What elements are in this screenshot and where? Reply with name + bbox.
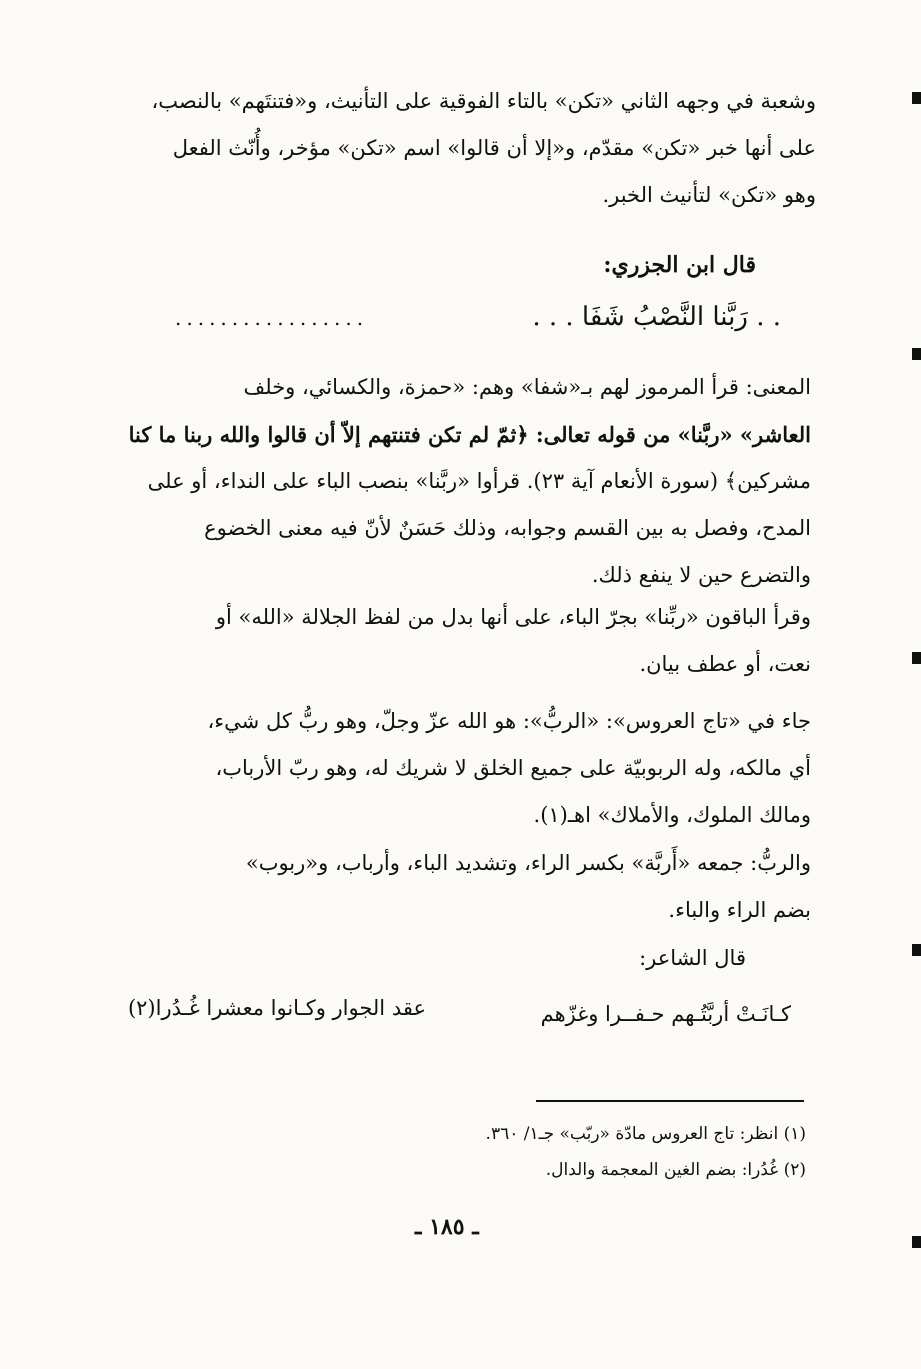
paragraph-taj-alarus: [111, 698, 811, 839]
margin-mark: [912, 1236, 921, 1248]
margin-mark: [912, 348, 921, 360]
text-line: المدح، وفصل به بين القسم وجوابه، وذلك حَسَنٌ لأنّ فيه معنى الخضوع: [204, 516, 811, 540]
margin-mark: [912, 652, 921, 664]
footnote-2: (٢) غُدُرا: بضم الغين المعجمة والدال.: [545, 1160, 806, 1180]
footnote-separator: [536, 1100, 804, 1102]
page-number: ـ ١٨٥ ـ: [415, 1214, 479, 1240]
paragraph-plural: [111, 840, 811, 934]
poem-first-hemistich: كـانَـتْ أربَّتُـهم حـفــرا وغزّهم: [540, 1002, 791, 1026]
text-line: والربُّ: جمعه «أَربَّة» بكسر الراء، وتشديد الباء، وأرباب، و«ربوب»: [245, 851, 811, 875]
footnote-1: (١) انظر: تاج العروس مادّة «ربّب» جـ١/ ٣٦٠.: [485, 1124, 806, 1144]
text-line: وهو «تكن» لتأنيث الخبر.: [602, 183, 816, 207]
section-heading: قال ابن الجزري:: [603, 252, 756, 278]
text-line: نعت، أو عطف بيان.: [639, 652, 811, 676]
text-line: مشركين﴾ (سورة الأنعام آية ٢٣). قرأوا «ربَّنا» بنصب الباء على النداء، أو على: [147, 469, 811, 493]
paragraph-intro: [106, 78, 816, 219]
text-line: أي مالكه، وله الربوبيّة على جميع الخلق لا شريك له، وهو ربّ الأرباب،: [215, 756, 811, 780]
margin-mark: [912, 92, 921, 104]
text-line: والتضرع حين لا ينفع ذلك.: [591, 563, 811, 587]
text-line: ومالك الملوك، والأملاك» اهـ(١).: [533, 803, 811, 827]
text-line: وشعبة في وجهه الثاني «تكن» بالتاء الفوقية على التأنيث، و«فتنتَهم» بالنصب،: [151, 89, 816, 113]
margin-mark: [912, 944, 921, 956]
paragraph-meaning: [111, 364, 811, 599]
text-line: جاء في «تاج العروس»: «الربُّ»: هو الله عزّ وجلّ، وهو ربُّ كل شيء،: [207, 709, 811, 733]
text-line: على أنها خبر «تكن» مقدّم، و«إلا أن قالوا» اسم «تكن» مؤخر، وأُنّث الفعل: [172, 136, 816, 160]
text-line: وقرأ الباقون «ربِّنا» بجرّ الباء، على أنها بدل من لفظ الجلالة «الله» أو: [215, 605, 811, 629]
text-line: بضم الراء والباء.: [668, 898, 811, 922]
verse-dots: .................: [175, 306, 369, 330]
poet-intro: قال الشاعر:: [639, 946, 746, 970]
poem-second-hemistich: عقد الجوار وكـانوا معشرا غُـدُرا(٢): [127, 996, 426, 1020]
text-line: المعنى: قرأ المرموز لهم بـ«شفا» وهم: «حمزة، والكسائي، وخلف: [243, 375, 811, 399]
text-line: العاشر» «ربَّنا» من قوله تعالى: ﴿ثمّ لم تكن فتنتهم إلاّ أن قالوا والله ربنا ما كنا: [128, 422, 811, 447]
paragraph-other-readers: [111, 594, 811, 688]
verse-text: . . رَبَّنا النَّصْبُ شَفَا . . .: [532, 302, 781, 332]
